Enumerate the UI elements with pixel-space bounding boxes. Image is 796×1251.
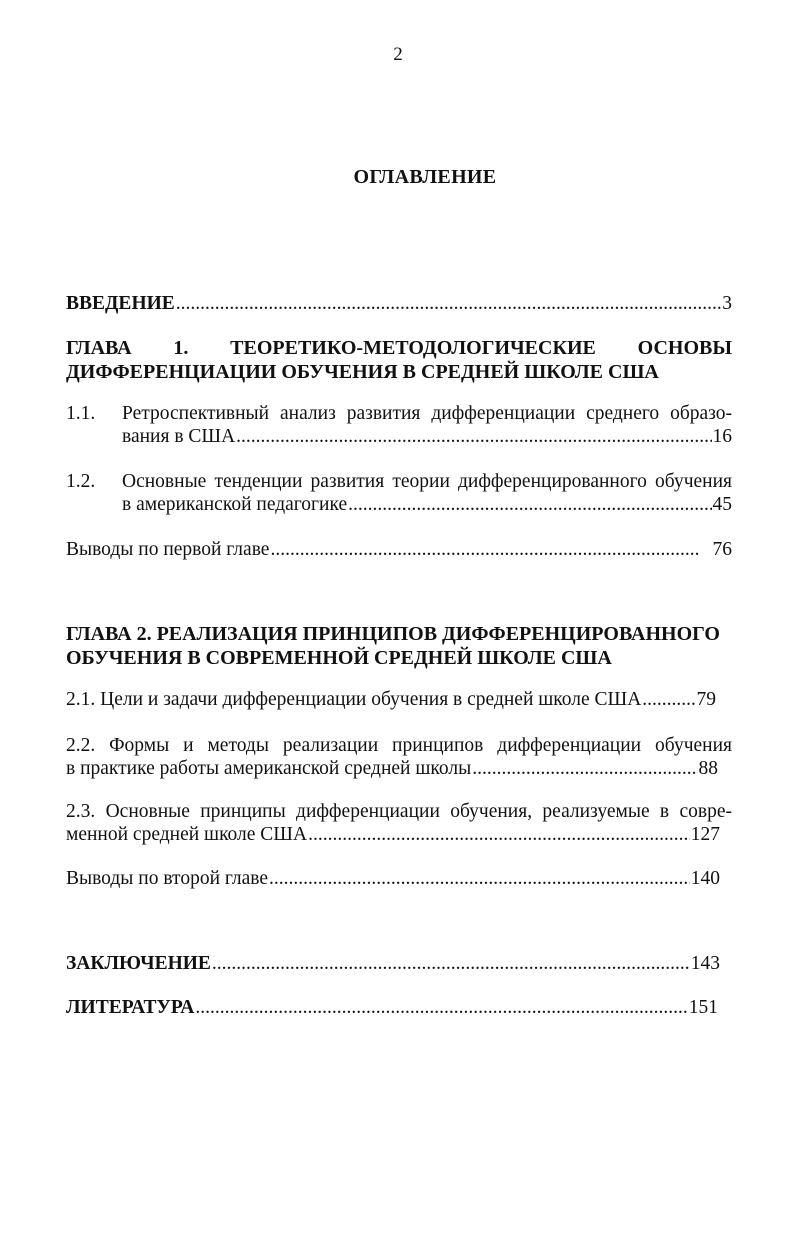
toc-entry-2-1[interactable]	[66, 688, 716, 711]
leader-dots	[642, 688, 695, 711]
toc-entry-page: 16	[712, 426, 732, 447]
toc-entry-page: 151	[688, 997, 718, 1018]
section-number: 1.1.	[66, 403, 96, 424]
toc-entry-2-3[interactable]	[66, 800, 732, 846]
leader-dots	[212, 952, 690, 975]
section-title-line-1: Ретроспективный анализ развития дифференциации среднего образо-	[122, 403, 732, 424]
section-title-line-1: 2.3. Основные принципы дифференциации обучения, реализуемые в совре-	[66, 801, 732, 822]
section-number: 1.2.	[66, 471, 96, 492]
toc-entry-page: 76	[712, 539, 732, 560]
section-title-line-2: в американской педагогике	[122, 494, 348, 515]
section-title-line-1: Основные тенденции развития теории дифференцированного обучения	[122, 471, 732, 492]
section-title-line-1: 2.1. Цели и задачи дифференциации обучения в средней школе США	[66, 689, 642, 710]
toc-entry-chapter-1-conclusions[interactable]	[66, 538, 732, 561]
leader-dots	[236, 425, 711, 448]
chapter-1-heading[interactable]	[66, 336, 732, 384]
toc-title: ОГЛАВЛЕНИЕ	[353, 166, 497, 188]
toc-entry-chapter-2-conclusions[interactable]	[66, 867, 720, 890]
chapter-1-heading-line-1: ГЛАВА 1. ТЕОРЕТИКО-МЕТОДОЛОГИЧЕСКИЕ ОСНОВЫ	[66, 337, 732, 359]
toc-entry-page: 79	[696, 689, 716, 710]
toc-entry-conclusion[interactable]	[66, 952, 720, 975]
section-title-line-2: в практике работы американской средней школы	[66, 758, 472, 779]
toc-entry-2-2[interactable]	[66, 734, 732, 780]
section-title-line-2: менной средней школе США	[66, 824, 308, 845]
toc-entry-page: 140	[690, 868, 720, 889]
leader-dots	[270, 538, 698, 561]
toc-entry-label: ЗАКЛЮЧЕНИЕ	[66, 953, 211, 974]
toc-entry-label: Выводы по первой главе	[66, 539, 270, 560]
leader-dots	[195, 996, 687, 1019]
leader-dots	[269, 867, 690, 890]
toc-entry-label: ЛИТЕРАТУРА	[66, 997, 195, 1018]
section-title-line-2: вания в США	[122, 426, 236, 447]
toc-entry-1-1[interactable]	[66, 402, 732, 448]
chapter-2-heading-line-2: ОБУЧЕНИЯ В СОВРЕМЕННОЙ СРЕДНЕЙ ШКОЛЕ США	[66, 647, 612, 669]
section-title-line-1: 2.2. Формы и методы реализации принципов дифференциации обучения	[66, 735, 732, 756]
chapter-1-heading-line-2: ДИФФЕРЕНЦИАЦИИ ОБУЧЕНИЯ В СРЕДНЕЙ ШКОЛЕ США	[66, 361, 659, 383]
chapter-2-heading[interactable]	[66, 622, 732, 670]
leader-dots	[308, 823, 690, 846]
toc-entry-page: 88	[698, 758, 718, 779]
toc-entry-intro[interactable]	[66, 292, 732, 315]
leader-dots	[348, 493, 711, 516]
toc-entry-page: 3	[722, 293, 732, 314]
toc-entry-literature[interactable]	[66, 996, 718, 1019]
leader-dots	[176, 292, 721, 315]
toc-entry-page: 127	[690, 824, 720, 845]
leader-dots	[472, 757, 697, 780]
toc-entry-page: 45	[712, 494, 732, 515]
chapter-2-heading-line-1: ГЛАВА 2. РЕАЛИЗАЦИЯ ПРИНЦИПОВ ДИФФЕРЕНЦИРОВАННОГО	[66, 623, 720, 645]
toc-entry-label: ВВЕДЕНИЕ	[66, 293, 175, 314]
toc-entry-page: 143	[690, 953, 720, 974]
toc-entry-label: Выводы по второй главе	[66, 868, 269, 889]
toc-entry-1-2[interactable]	[66, 470, 732, 516]
page-number: 2	[393, 44, 403, 65]
